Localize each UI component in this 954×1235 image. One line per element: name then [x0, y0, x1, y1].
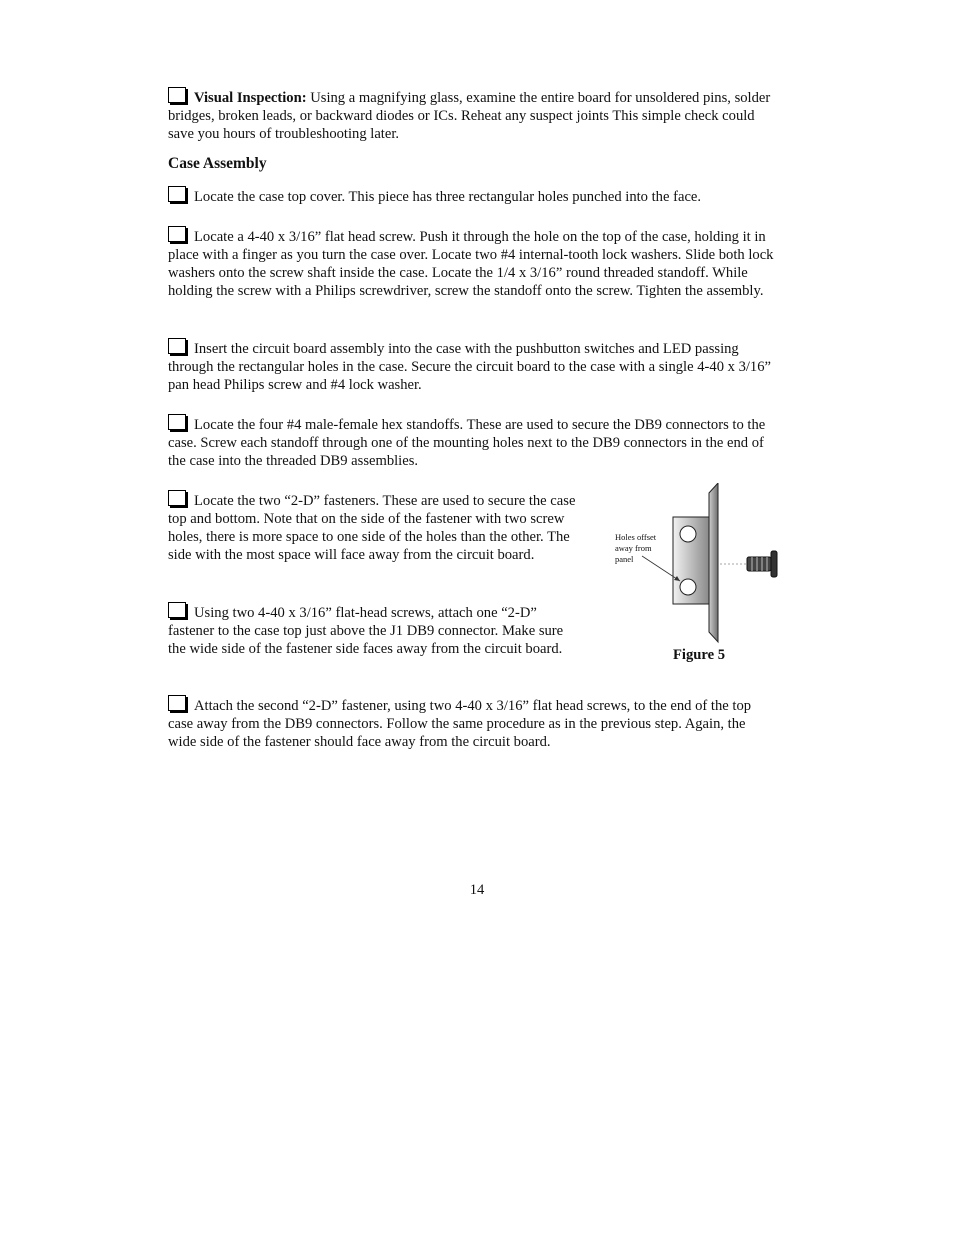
annotation-line-2: away from	[615, 543, 652, 553]
step-text: Using a magnifying glass, examine the entire board for unsoldered pins, solder bridges, broken leads, or backward diodes or ICs. Reheat any suspect joints This simple check could save you hours of troubleshooting later.	[168, 90, 771, 142]
checkbox[interactable]	[168, 186, 186, 202]
step-5	[168, 490, 576, 564]
page-number: 14	[469, 882, 485, 898]
checkbox[interactable]	[168, 226, 186, 242]
figure-caption: Figure 5	[673, 647, 726, 663]
fastener-hole-top	[680, 526, 696, 542]
annotation-line-3: panel	[615, 554, 634, 564]
step-text: Insert the circuit board assembly into the case with the pushbutton switches and LED passing through the rectangular holes in the case. Secure the circuit board to the case with a single 4-40 x 3/16” pan head Philips screw and #4 lock washer.	[168, 341, 772, 393]
step-2	[168, 226, 778, 300]
fastener-diagram	[608, 483, 788, 668]
step-text: Locate the four #4 male-female hex standoffs. These are used to secure the DB9 connectors to the case. Screw each standoff through one of the mounting holes next to the DB9 connectors in the end of the case into the threaded DB9 assemblies.	[168, 417, 766, 469]
step-text: Attach the second “2-D” fastener, using two 4-40 x 3/16” flat head screws, to the end of the top case away from the DB9 connectors. Follow the same procedure as in the previous step. Again, the wide side of the fastener should face away from the circuit board.	[168, 698, 752, 750]
fastener-hole-bottom	[680, 579, 696, 595]
checkbox[interactable]	[168, 338, 186, 354]
step-text: Locate the case top cover. This piece has three rectangular holes punched into the face.	[194, 189, 702, 205]
section-heading	[168, 155, 267, 173]
heading-case-assembly: Case Assembly	[168, 155, 267, 172]
screw	[747, 551, 777, 577]
step-text: Locate the two “2-D” fasteners. These are used to secure the case top and bottom. Note that on the side of the fastener with two screw holes, there is more space to one side of the holes than the other. The side with the most space will face away from the circuit board.	[168, 493, 576, 563]
checkbox[interactable]	[168, 602, 186, 618]
step-4	[168, 414, 776, 470]
step-text: Using two 4-40 x 3/16” flat-head screws, attach one “2-D” fastener to the case top just above the J1 DB9 connector. Make sure the wide side of the fastener side faces away from the circuit board.	[168, 605, 564, 657]
step-text: Locate a 4-40 x 3/16” flat head screw. Push it through the hole on the top of the case, holding it in place with a finger as you turn the case over. Locate two #4 internal-tooth lock washers. Slide both lock washers onto the screw shaft inside the case. Locate the 1/4 x 3/16” round threaded standoff. While holding the screw with a Philips screwdriver, screw the standoff onto the screw. Tighten the assembly.	[168, 229, 774, 299]
step-3	[168, 338, 776, 394]
annotation-line-1: Holes offset	[615, 532, 657, 542]
figure-annotation	[615, 532, 675, 565]
checkbox[interactable]	[168, 414, 186, 430]
checkbox[interactable]	[168, 87, 186, 103]
step-lead: Visual Inspection:	[194, 90, 307, 106]
case-panel	[709, 483, 718, 642]
step-1	[168, 186, 778, 206]
step-7	[168, 695, 776, 751]
step-visual-inspection	[168, 87, 773, 143]
checkbox[interactable]	[168, 695, 186, 711]
step-6	[168, 602, 576, 658]
checkbox[interactable]	[168, 490, 186, 506]
